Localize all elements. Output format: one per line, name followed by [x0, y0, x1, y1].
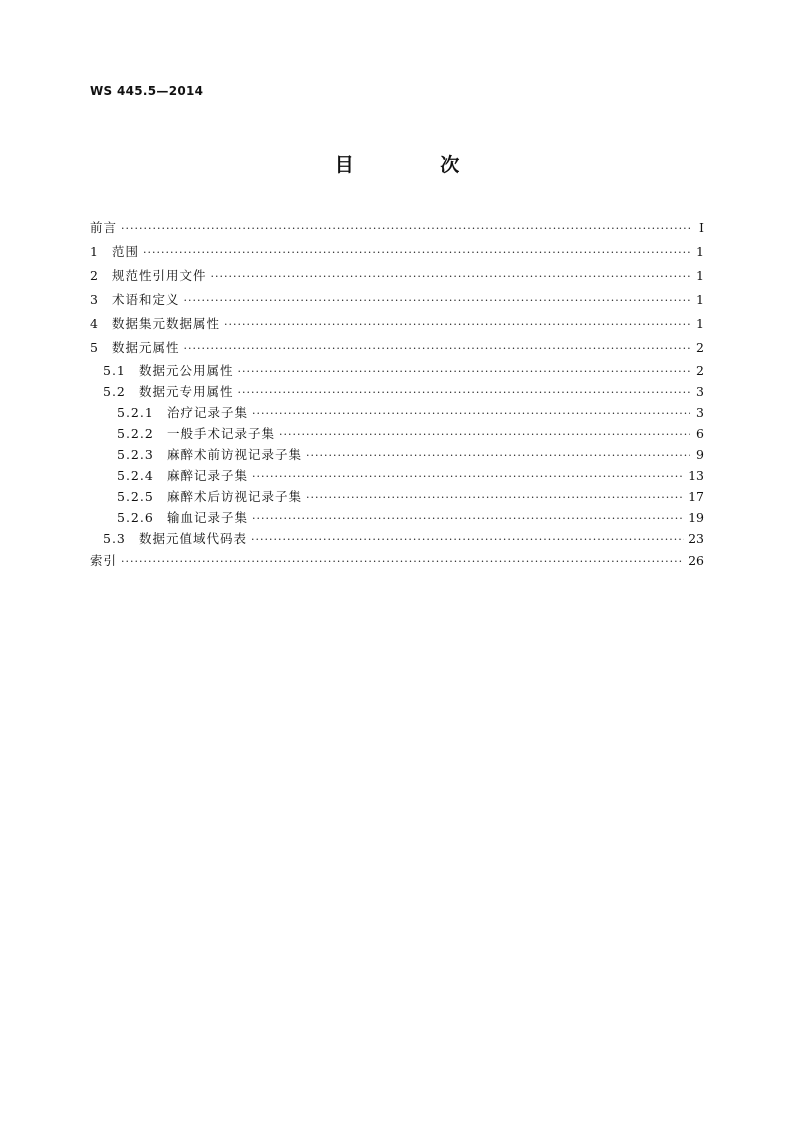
toc-entry-number: 5.2.3	[117, 447, 154, 462]
toc-leader-dots	[224, 313, 690, 337]
toc-entry[interactable]	[90, 336, 704, 360]
toc-entry-page: Ⅰ	[699, 220, 704, 235]
toc-leader-dots	[184, 337, 690, 361]
toc-entry-label: 索引	[90, 553, 118, 568]
toc-entry-number: 5.3	[103, 531, 126, 546]
toc-leader-dots	[143, 241, 690, 265]
toc-leader-dots	[252, 466, 684, 487]
toc-entry-number: 3	[90, 292, 99, 307]
toc-entry[interactable]	[90, 402, 704, 423]
toc-entry-page: 9	[696, 447, 704, 462]
toc-entry[interactable]	[90, 465, 704, 486]
toc-entry-page: 17	[688, 489, 704, 504]
toc-entry-page: 3	[696, 384, 704, 399]
toc-entry-number: 1	[90, 244, 99, 259]
toc-entry-label: 输血记录子集	[167, 510, 249, 525]
toc-entry-number: 5.2	[103, 384, 126, 399]
toc-leader-dots	[238, 361, 690, 382]
toc-entry[interactable]	[90, 528, 704, 549]
toc-entry-page: 13	[688, 468, 704, 483]
toc-entry-label: 麻醉术前访视记录子集	[167, 447, 303, 462]
toc-leader-dots	[306, 487, 684, 508]
toc-entry-label: 数据元属性	[112, 340, 180, 355]
toc-entry[interactable]	[90, 216, 704, 240]
toc-entry-label: 一般手术记录子集	[167, 426, 276, 441]
toc-leader-dots	[252, 403, 690, 424]
toc-entry[interactable]	[90, 312, 704, 336]
toc-entry-label: 数据集元数据属性	[112, 316, 221, 331]
toc-entry[interactable]	[90, 423, 704, 444]
toc-entry-label: 麻醉术后访视记录子集	[167, 489, 303, 504]
toc-entry-page: 3	[696, 405, 704, 420]
toc-entry[interactable]	[90, 486, 704, 507]
toc-entry-label: 前言	[90, 220, 118, 235]
toc-leader-dots	[211, 265, 690, 289]
toc-entry-number: 5.2.2	[117, 426, 154, 441]
toc-leader-dots	[184, 289, 690, 313]
standard-code: WS 445.5—2014	[90, 84, 204, 98]
toc-entry-number: 5.1	[103, 363, 126, 378]
toc-entry-label: 范围	[112, 244, 140, 259]
toc-entry-page: 1	[696, 268, 704, 283]
toc-entry-number: 5	[90, 340, 99, 355]
toc-entry-label: 数据元专用属性	[139, 384, 234, 399]
toc-leader-dots	[306, 445, 690, 466]
toc-entry-page: 1	[696, 244, 704, 259]
toc-entry-label: 规范性引用文件	[112, 268, 207, 283]
toc-entry-page: 26	[688, 553, 704, 568]
toc-entry-label: 数据元值域代码表	[139, 531, 248, 546]
toc-entry-label: 术语和定义	[112, 292, 180, 307]
toc-entry[interactable]	[90, 549, 704, 573]
toc-entry-number: 5.2.4	[117, 468, 154, 483]
toc-entry-page: 1	[696, 292, 704, 307]
toc-leader-dots	[238, 382, 690, 403]
toc-entry-page: 1	[696, 316, 704, 331]
toc-entry-page: 23	[688, 531, 704, 546]
toc-entry-label: 麻醉记录子集	[167, 468, 249, 483]
toc-leader-dots	[121, 217, 690, 241]
toc-entry-number: 5.2.5	[117, 489, 154, 504]
toc-entry[interactable]	[90, 444, 704, 465]
toc-leader-dots	[251, 529, 684, 550]
toc-entry[interactable]	[90, 264, 704, 288]
toc-entry-page: 2	[696, 363, 704, 378]
toc-entry[interactable]	[90, 240, 704, 264]
toc-leader-dots	[252, 508, 684, 529]
toc-entry[interactable]	[90, 360, 704, 381]
toc-entry-label: 数据元公用属性	[139, 363, 234, 378]
toc-entry-page: 6	[696, 426, 704, 441]
page-title: 目 次	[334, 154, 500, 176]
toc-entry-number: 4	[90, 316, 99, 331]
toc-entry-number: 5.2.1	[117, 405, 154, 420]
toc-entry-label: 治疗记录子集	[167, 405, 249, 420]
toc-entry[interactable]	[90, 507, 704, 528]
table-of-contents	[90, 216, 704, 573]
toc-entry-number: 2	[90, 268, 99, 283]
toc-entry[interactable]	[90, 381, 704, 402]
toc-entry-page: 2	[696, 340, 704, 355]
toc-entry[interactable]	[90, 288, 704, 312]
toc-entry-page: 19	[688, 510, 704, 525]
toc-leader-dots	[121, 550, 684, 574]
toc-leader-dots	[279, 424, 690, 445]
toc-entry-number: 5.2.6	[117, 510, 154, 525]
